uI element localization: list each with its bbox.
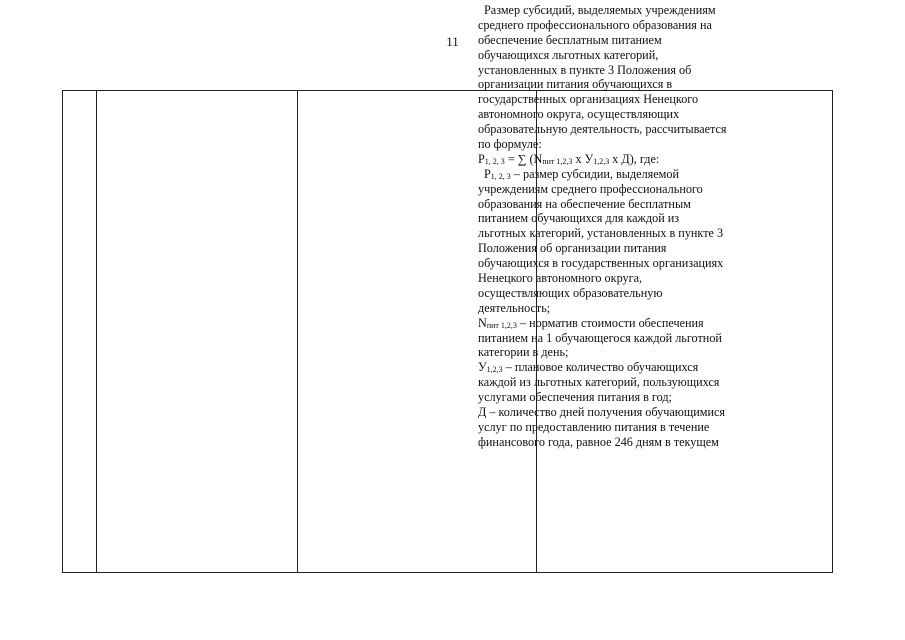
formula-x1: х У <box>572 151 594 166</box>
text-line: каждой из льготных категорий, пользующихся <box>478 375 720 390</box>
text-line: услуг по предоставлению питания в течение <box>478 419 710 434</box>
p-definition-first-line <box>478 167 770 182</box>
p-definition-text: – размер субсидии, выделяемой <box>510 166 680 181</box>
text-line: по формуле: <box>478 137 542 152</box>
text-line: Положения об организации питания <box>478 241 667 256</box>
text-line: организации питания обучающихся в <box>478 77 673 92</box>
u-subscript: 1,2,3 <box>486 365 503 375</box>
formula-tail: х Д), где: <box>609 151 660 166</box>
text-line: Ненецкого автономного округа, <box>478 271 643 286</box>
formula-p-subscript: 1, 2, 3 <box>484 156 505 166</box>
p-symbol: Р <box>484 166 491 181</box>
text-line: деятельность; <box>478 300 551 315</box>
formula-p: Р <box>478 151 485 166</box>
text-line: автономного округа, осуществляющих <box>478 107 680 122</box>
u-symbol: У <box>478 360 487 375</box>
text-line: льготных категорий, установленных в пункте 3 <box>478 226 724 241</box>
text-line: финансового года, равное 246 дням в текущем <box>478 434 719 449</box>
u-definition-first-line <box>478 360 770 375</box>
page-number: 11 <box>446 34 459 49</box>
column-divider-1 <box>96 91 97 572</box>
text-line: обучающихся в государственных организациях <box>478 256 724 271</box>
d-definition-line: Д – количество дней получения обучающимися <box>478 405 726 420</box>
formula-n-subscript: пит 1,2,3 <box>542 156 573 166</box>
text-line: питанием на 1 обучающегося каждой льготной <box>478 330 722 345</box>
formula-line <box>478 152 770 167</box>
text-line: образовательную деятельность, рассчитывается <box>478 122 727 137</box>
n-symbol: N <box>478 315 487 330</box>
table-cell-text <box>478 3 770 450</box>
text-line: осуществляющих образовательную <box>478 285 663 300</box>
column-divider-2 <box>297 91 298 572</box>
text-line: Размер субсидий, выделяемых учреждениям <box>484 3 716 17</box>
p-subscript: 1, 2, 3 <box>490 171 511 181</box>
text-line: установленных в пункте 3 Положения об <box>478 62 692 77</box>
u-definition-text: – плановое количество обучающихся <box>502 360 699 375</box>
formula-u-subscript: 1,2,3 <box>593 156 610 166</box>
text-line: услугами обеспечения питания в год; <box>478 390 672 405</box>
text-line: категории в день; <box>478 345 569 360</box>
text-line: среднего профессионального образования на <box>478 17 712 32</box>
text-line: учреждениям среднего профессионального <box>478 181 703 196</box>
text-line: государственных организациях Ненецкого <box>478 92 699 107</box>
formula-eq: = ∑ (N <box>504 151 543 166</box>
text-line: обеспечение бесплатным питанием <box>478 32 662 47</box>
n-definition-text: – норматив стоимости обеспечения <box>516 315 704 330</box>
text-line: образования на обеспечение бесплатным <box>478 196 691 211</box>
text-line: питанием обучающихся для каждой из <box>478 211 680 226</box>
n-definition-first-line <box>478 316 770 331</box>
n-subscript: пит 1,2,3 <box>486 320 517 330</box>
text-line: обучающихся льготных категорий, <box>478 47 659 62</box>
